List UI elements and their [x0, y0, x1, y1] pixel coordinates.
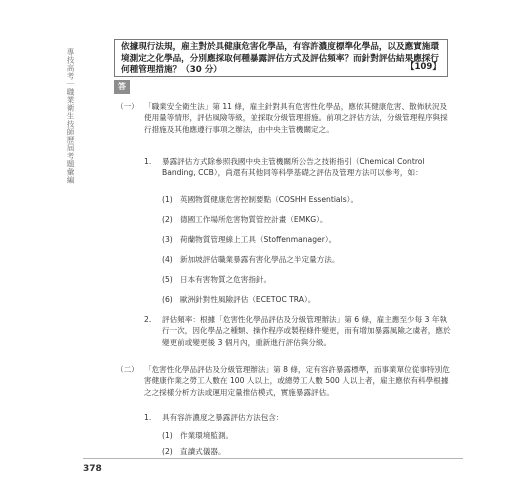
subitem-text: 英國物質健康危害控制要點（COSHH Essentials）。: [180, 195, 359, 204]
question-text: 依據現行法規，雇主對於具健康危害化學品，有容許濃度標準化學品，以及應實施環境測定之化學品，分別應採取何種暴露評估方式及評估頻率？而針對評估結果應採行何種管理措施？（30 分）: [121, 42, 439, 76]
section-marker: （二）: [116, 365, 139, 374]
answer-badge: 答: [114, 80, 130, 94]
subitem-marker: (4): [162, 255, 173, 264]
item-text: 具有容許濃度之暴露評估方法包含：: [162, 413, 284, 422]
section-paragraph: 「職業安全衛生法」第 11 條，雇主針對具有危害性化學品，應依其健康危害、散佈狀況及使用量等情形，評估風險等級，並採取分級管理措施。前項之評估方法，分級管理程序與採行措施及其他應遵行事項之辦法，由中央主管機關定之。: [144, 102, 448, 134]
subitem-marker: (3): [162, 235, 173, 244]
item-marker: 1.: [144, 157, 152, 166]
subitem-text: 荷蘭物質管理線上工具（Stoffenmanager）。: [180, 235, 337, 244]
subitem-marker: (6): [162, 295, 173, 304]
subitem-text: 德國工作場所危害物質管控計畫（EMKG）。: [180, 215, 328, 224]
subitem-text: 歐洲針對性風險評估（ECETOC TRA）。: [180, 295, 316, 304]
subitem-marker: (2): [162, 447, 173, 456]
subitem-text: 直讀式儀器。: [180, 447, 226, 456]
side-running-title: 專技高考｜職業衛生技師歷屆考題彙編: [66, 48, 75, 184]
exam-year-tag: 【109】: [405, 62, 441, 73]
page-number: 378: [83, 464, 102, 474]
footer-rule: [83, 458, 463, 459]
subitem-marker: (1): [162, 431, 173, 440]
section-marker: （一）: [116, 102, 139, 111]
subitem-text: 作業環境監測。: [180, 431, 234, 440]
question-box: [114, 39, 448, 77]
subitem-marker: (2): [162, 215, 173, 224]
section-paragraph: 「危害性化學品評估及分級管理辦法」第 8 條，定有容許暴露標準，而事業單位從事特別危害健康作業之勞工人數在 100 人以上，或總勞工人數 500 人以上者，雇主應依有科學根據之之採樣分析方法或運用定量推估模式，實施暴露評估。: [144, 365, 450, 397]
item-text: 評估頻率：根據「危害性化學品評估及分級管理辦法」第 6 條，雇主應至少每 3 年執行一次，因化學品之種類、操作程序或製程條件變更，而有增加暴露風險之虞者，應於變更前或變更後 3 個月內，重新進行評估與分級。: [162, 315, 451, 347]
subitem-text: 日本有害物質之危害指針。: [180, 275, 272, 284]
subitem-text: 新加坡評估職業暴露有害化學品之半定量方法。: [180, 255, 340, 264]
subitem-marker: (5): [162, 275, 173, 284]
subitem-marker: (1): [162, 195, 173, 204]
item-marker: 1.: [144, 413, 152, 422]
item-marker: 2.: [144, 315, 152, 324]
item-text: 暴露評估方式除參照我國中央主管機關所公告之技術指引（Chemical Control Banding, CCB），尚還有其他同等科學基礎之評估及管理方法可以參考，如：: [162, 157, 425, 178]
